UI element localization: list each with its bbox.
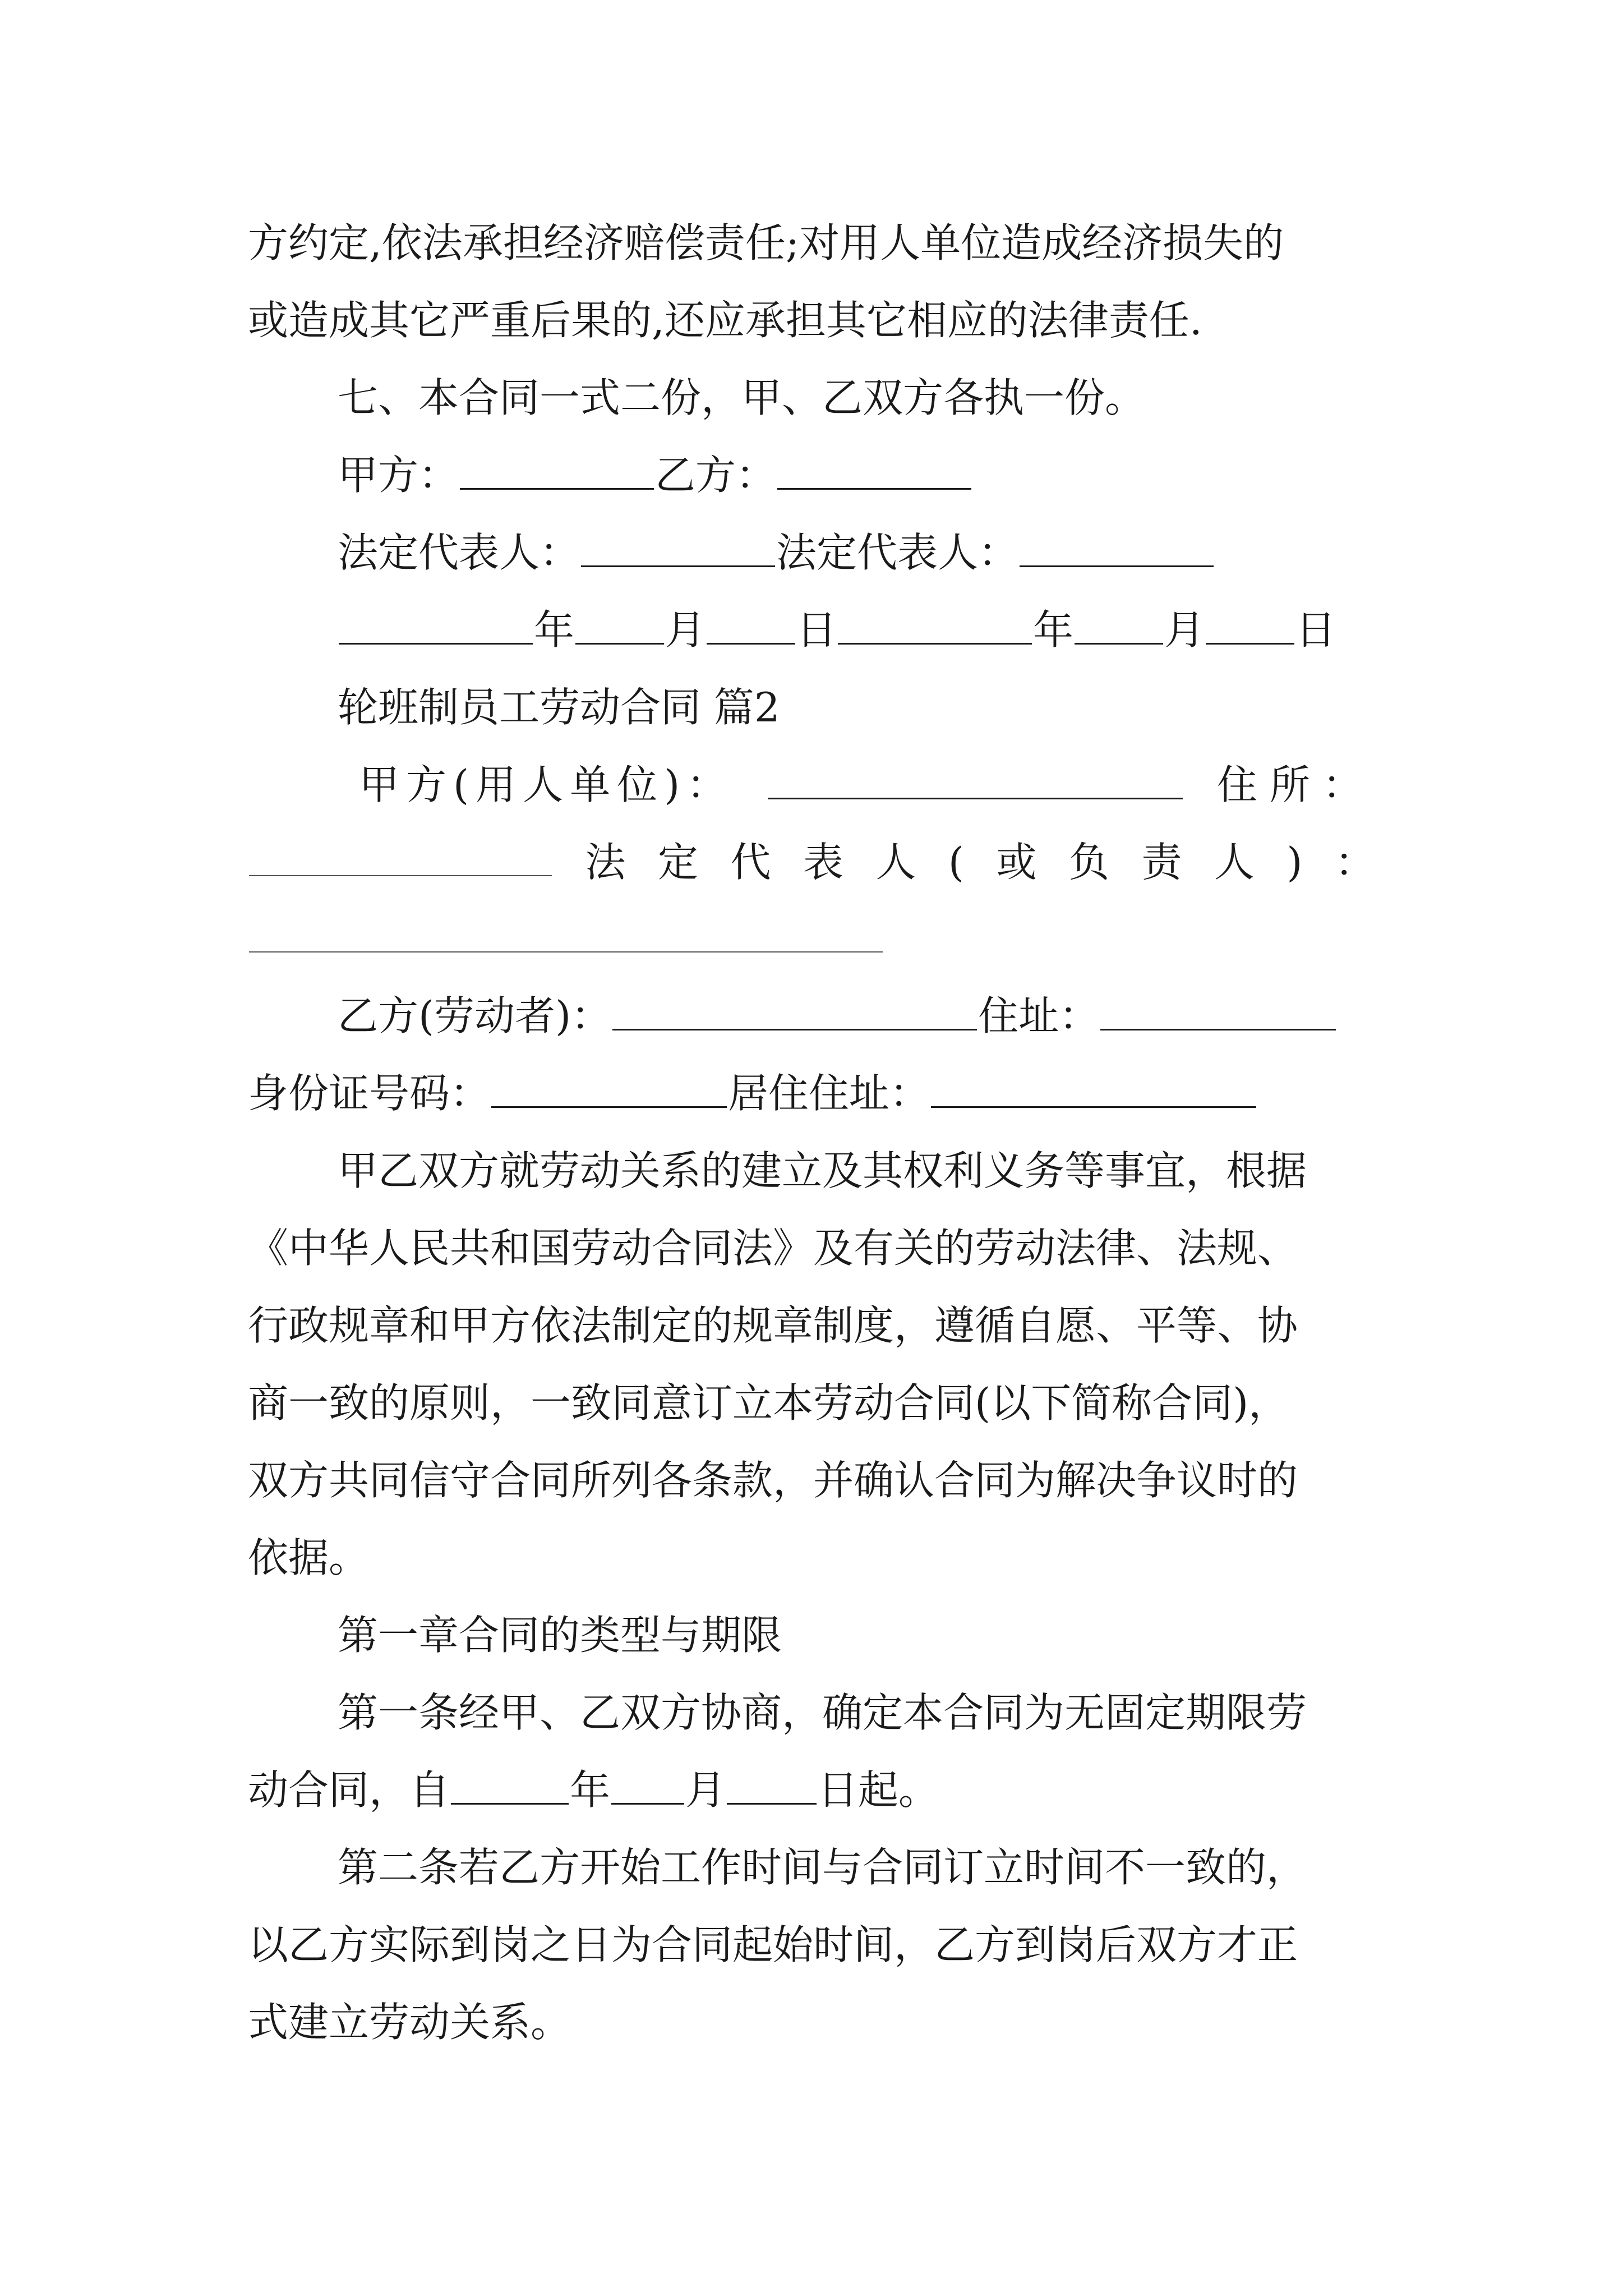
rep-char-1: 定 — [657, 839, 698, 886]
prev-clause-line-2: 或造成其它严重后果的,还应承担其它相应的法律责任. — [248, 297, 1202, 344]
rep-char-7: 负 — [1068, 839, 1109, 886]
prev-clause-line-1: 方约定,依法承担经济赔偿责任;对用人单位造成经济损失的 — [248, 219, 1284, 266]
employer-rep-row — [248, 831, 1375, 893]
legal-rep-b-label: 法定代表人： — [776, 529, 1019, 576]
date-a-day-blank — [707, 599, 795, 645]
rep-char-8: 责 — [1141, 839, 1182, 886]
employer-rep-blank — [249, 908, 883, 953]
legal-rep-a-blank — [581, 522, 775, 567]
employee-address-label: 住址： — [978, 992, 1100, 1039]
party-a-label: 甲方： — [338, 452, 459, 499]
article-1-line-1: 第一条经甲、乙双方协商，确定本合同为无固定期限劳 — [338, 1689, 1307, 1736]
date-a-month: 月 — [665, 606, 706, 654]
chapter-1-title: 第一章合同的类型与期限 — [338, 1612, 782, 1659]
party-b-label: 乙方： — [655, 452, 777, 499]
date-b-year-blank — [838, 599, 1032, 645]
date-b-month: 月 — [1164, 606, 1205, 654]
party-a-blank — [460, 444, 654, 490]
date-a-day: 日 — [796, 606, 837, 654]
article-1-day-blank — [727, 1759, 817, 1805]
article-1-day: 日起。 — [818, 1766, 939, 1814]
rep-char-0: 法 — [585, 839, 626, 886]
article-2-line-1: 第二条若乙方开始工作时间与合同订立时间不一致的， — [338, 1844, 1307, 1891]
rep-char-10: ) — [1287, 839, 1303, 886]
employer-row — [359, 754, 1375, 816]
employee-address-blank — [1100, 985, 1336, 1030]
rep-char-6: 或 — [996, 839, 1037, 886]
rep-char-5: ( — [948, 839, 964, 886]
rep-char-9: 人 — [1214, 839, 1255, 886]
legal-rep-b-blank — [1020, 522, 1214, 567]
employee-label: 乙方(劳动者)： — [338, 992, 612, 1039]
rep-char-3: 表 — [803, 839, 843, 886]
employee-row — [338, 985, 1337, 1047]
employer-address-blank — [249, 831, 552, 876]
article-1-month-blank — [611, 1759, 684, 1805]
date-a-year-blank — [339, 599, 533, 645]
article-2-line-2: 以乙方实际到岗之日为合同起始时间，乙方到岗后双方才正 — [248, 1921, 1298, 1968]
article-1-year-blank — [451, 1759, 569, 1805]
clause-7: 七、本合同一式二份，甲、乙双方各执一份。 — [338, 374, 1146, 421]
rep-char-2: 代 — [730, 839, 771, 886]
employer-address-label: 住所： — [1216, 761, 1375, 808]
preamble-line-6: 依据。 — [248, 1534, 370, 1581]
employer-name-blank — [768, 754, 1183, 799]
employee-id-label: 身份证号码： — [248, 1070, 491, 1117]
employee-id-row — [248, 1062, 1257, 1124]
rep-char-4: 人 — [875, 839, 916, 886]
article-1-month: 月 — [685, 1766, 726, 1814]
preamble-line-4: 商一致的原则，一致同意订立本劳动合同(以下简称合同)， — [248, 1379, 1289, 1427]
section-title: 轮班制员工劳动合同 篇2 — [338, 684, 780, 731]
preamble-line-3: 行政规章和甲方依法制定的规章制度，遵循自愿、平等、协 — [248, 1302, 1298, 1349]
employer-label: 甲方(用人单位)： — [359, 761, 734, 808]
rep-char-11: ： — [1334, 839, 1375, 886]
employer-rep-blank-row — [248, 908, 884, 969]
article-2-line-3: 式建立劳动关系。 — [248, 1999, 571, 2046]
signature-parties-row — [338, 444, 972, 506]
date-b-year: 年 — [1033, 606, 1074, 654]
article-1-start: 动合同，自 — [248, 1766, 450, 1814]
date-b-month-blank — [1075, 599, 1163, 645]
signature-date-row — [338, 599, 1336, 661]
preamble-line-1: 甲乙双方就劳动关系的建立及其权利义务等事宜，根据 — [338, 1147, 1307, 1194]
preamble-line-5: 双方共同信守合同所列各条款，并确认合同为解决争议时的 — [248, 1457, 1298, 1504]
employee-residence-label: 居住住址： — [728, 1070, 930, 1117]
article-1-year: 年 — [570, 1766, 611, 1814]
date-a-year: 年 — [534, 606, 575, 654]
employee-id-blank — [491, 1062, 727, 1108]
employee-name-blank — [612, 985, 977, 1030]
date-a-month-blank — [575, 599, 664, 645]
party-b-blank — [777, 444, 971, 490]
date-b-day-blank — [1206, 599, 1294, 645]
date-b-day: 日 — [1295, 606, 1336, 654]
employee-residence-blank — [931, 1062, 1256, 1108]
signature-legal-rep-row — [338, 522, 1215, 583]
article-1-line-2 — [248, 1759, 939, 1821]
legal-rep-a-label: 法定代表人： — [338, 529, 580, 576]
preamble-line-2: 《中华人民共和国劳动合同法》及有关的劳动法律、法规、 — [248, 1225, 1298, 1272]
